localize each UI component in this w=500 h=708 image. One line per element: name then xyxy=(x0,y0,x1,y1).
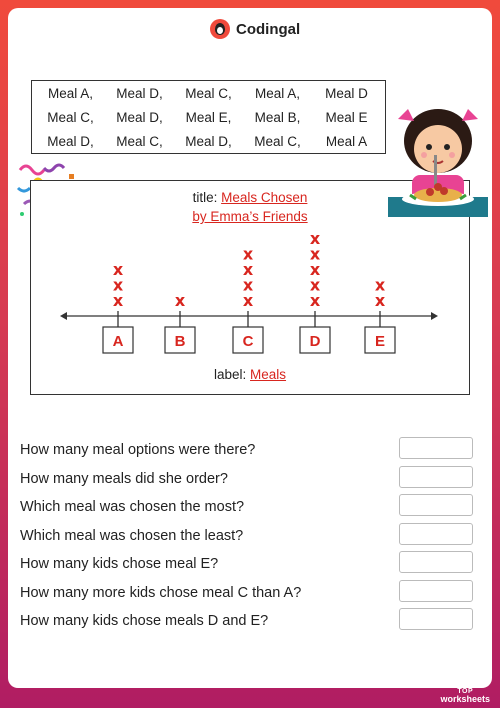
topworksheets-logo xyxy=(440,688,490,704)
category-label: B xyxy=(174,333,186,350)
x-mark: x xyxy=(242,275,254,295)
meal-entry: Meal C, xyxy=(254,133,301,149)
meal-entry: Meal C, xyxy=(47,109,94,125)
question-text: How many kids chose meal E? xyxy=(20,556,219,573)
x-mark: x xyxy=(309,260,321,279)
question-row xyxy=(20,579,480,608)
answer-input[interactable] xyxy=(399,608,473,630)
penguin-icon xyxy=(210,19,230,39)
x-mark: x xyxy=(112,275,124,295)
question-list xyxy=(20,436,480,636)
x-mark: x xyxy=(112,291,124,310)
category-label: A xyxy=(112,333,124,350)
plot-label xyxy=(30,367,470,382)
plot-title-prefix: title: xyxy=(192,190,218,205)
meal-list-grid xyxy=(32,81,385,153)
x-mark: x xyxy=(374,275,386,295)
answer-input[interactable] xyxy=(399,494,473,516)
answer-input[interactable] xyxy=(399,551,473,573)
meal-entry: Meal E, xyxy=(185,109,232,125)
answer-input[interactable] xyxy=(399,580,473,602)
x-mark: x xyxy=(242,244,254,264)
axis-arrow-right xyxy=(431,312,438,320)
question-text: How many kids chose meals D and E? xyxy=(20,613,269,630)
meal-entry: Meal B, xyxy=(254,109,301,125)
x-mark: x xyxy=(309,244,321,264)
meal-entry: Meal A, xyxy=(47,85,94,101)
x-mark: x xyxy=(242,291,254,310)
question-text: How many meals did she order? xyxy=(20,470,228,487)
meal-entry: Meal D, xyxy=(185,133,232,149)
question-row xyxy=(20,465,480,494)
meal-list-box xyxy=(31,80,386,154)
x-mark: x xyxy=(174,291,186,310)
brand-logo xyxy=(210,18,300,40)
plot-title-line1: Meals Chosen xyxy=(221,190,308,205)
meal-entry: Meal E xyxy=(325,109,368,125)
meal-entry: Meal C, xyxy=(116,133,163,149)
x-mark: x xyxy=(309,275,321,295)
topworksheets-logo-top: TOP xyxy=(457,688,474,695)
axis-arrow-left xyxy=(60,312,67,320)
x-mark: x xyxy=(112,260,124,279)
answer-input[interactable] xyxy=(399,437,473,459)
meal-entry: Meal D, xyxy=(47,133,94,149)
plot-label-prefix: label: xyxy=(213,367,247,382)
x-mark: x xyxy=(309,229,321,248)
plot-title-line2: by Emma’s Friends xyxy=(192,209,308,224)
line-plot-chart xyxy=(30,180,470,395)
question-row xyxy=(20,493,480,522)
answer-input[interactable] xyxy=(399,466,473,488)
plot-label-value: Meals xyxy=(250,367,287,382)
meal-entry: Meal D xyxy=(325,85,368,101)
question-text: How many more kids chose meal C than A? xyxy=(20,584,302,601)
x-mark: x xyxy=(309,291,321,310)
question-text: How many meal options were there? xyxy=(20,442,256,459)
category-label: D xyxy=(309,333,321,350)
topworksheets-logo-bottom: worksheets xyxy=(440,694,490,704)
question-row xyxy=(20,436,480,465)
x-mark: x xyxy=(374,291,386,310)
x-mark: x xyxy=(242,260,254,279)
question-row xyxy=(20,607,480,636)
question-text: Which meal was chosen the least? xyxy=(20,527,244,544)
category-label: C xyxy=(242,333,254,350)
meal-entry: Meal A, xyxy=(254,85,301,101)
brand-name: Codingal xyxy=(236,20,301,38)
category-label: E xyxy=(374,333,386,350)
meal-entry: Meal A xyxy=(325,133,368,149)
question-row xyxy=(20,550,480,579)
meal-entry: Meal D, xyxy=(116,109,163,125)
answer-input[interactable] xyxy=(399,523,473,545)
question-row xyxy=(20,522,480,551)
meal-entry: Meal C, xyxy=(185,85,232,101)
meal-entry: Meal D, xyxy=(116,85,163,101)
question-text: Which meal was chosen the most? xyxy=(20,499,245,516)
